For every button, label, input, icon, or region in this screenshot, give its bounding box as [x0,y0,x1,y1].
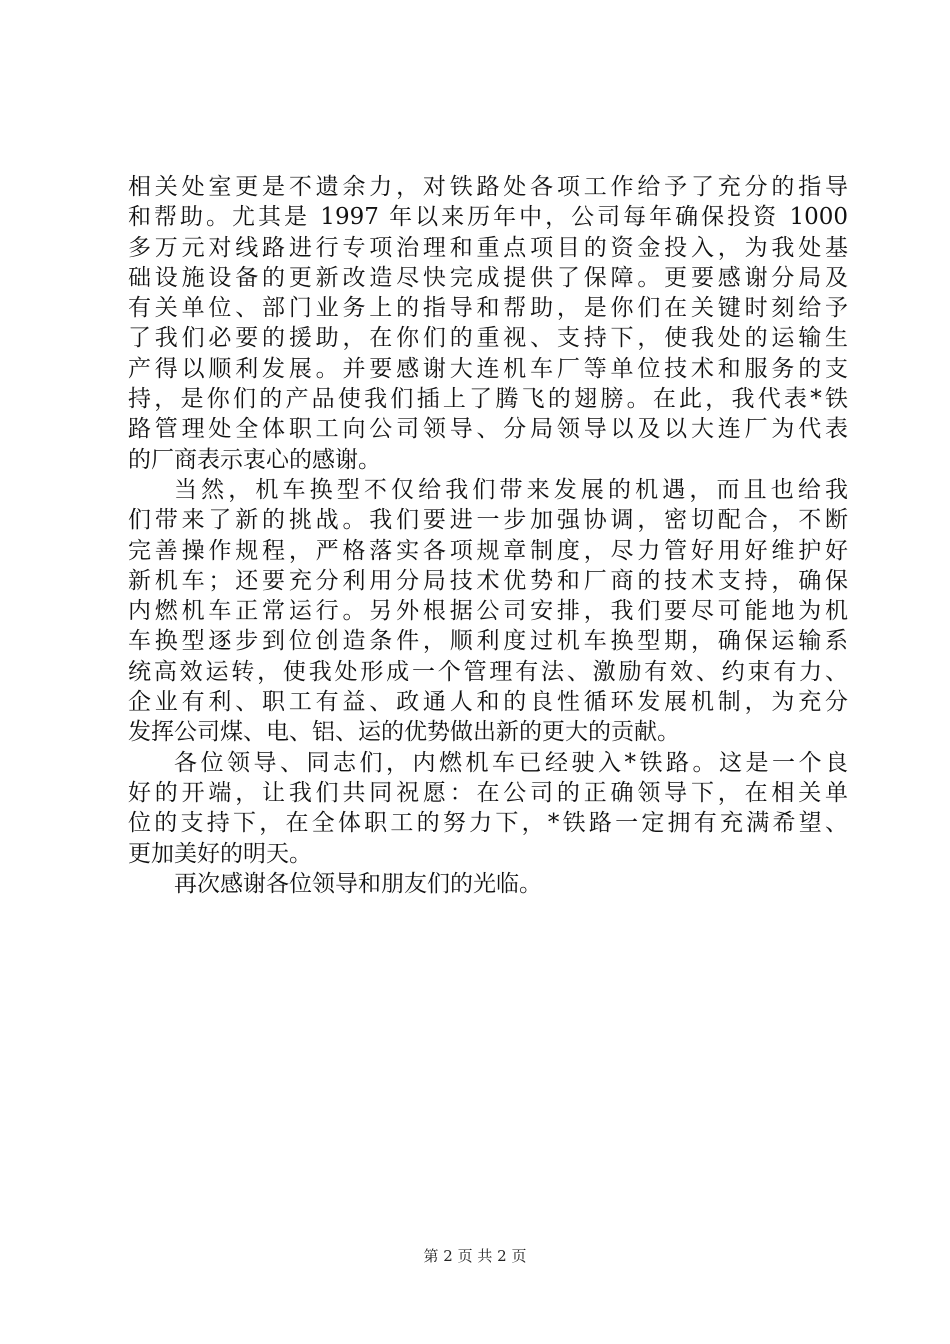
text-line: 更加美好的明天。 [128,840,312,867]
text-line: 的厂商表示衷心的感谢。 [128,446,381,473]
document-body [128,172,848,899]
text-line: 路管理处全体职工向公司领导、分局领导以及以大连厂为代表 [128,416,848,443]
text-line: 车换型逐步到位创造条件，顺利度过机车换型期，确保运输系 [128,628,848,655]
text-line: 新机车；还要充分利用分局技术优势和厂商的技术支持，确保 [128,567,848,594]
text-line: 统高效运转，使我处形成一个管理有法、激励有效、约束有力、 [128,658,848,685]
text-line: 础设施设备的更新改造尽快完成提供了保障。更要感谢分局及 [128,264,848,291]
text-line: 了我们必要的援助，在你们的重视、支持下，使我处的运输生 [128,325,848,352]
text-line: 位的支持下，在全体职工的努力下，*铁路一定拥有充满希望、 [128,810,848,837]
text-line: 内燃机车正常运行。另外根据公司安排，我们要尽可能地为机 [128,598,848,625]
page-number-footer: 第 2 页 共 2 页 [423,1247,527,1265]
text-line: 持，是你们的产品使我们插上了腾飞的翅膀。在此，我代表*铁 [128,386,848,413]
text-line: 产得以顺利发展。并要感谢大连机车厂等单位技术和服务的支 [128,355,848,382]
text-line: 当然，机车换型不仅给我们带来发展的机遇，而且也给我 [174,476,848,503]
text-line: 们带来了新的挑战。我们要进一步加强协调，密切配合，不断 [128,507,848,534]
text-line: 好的开端，让我们共同祝愿：在公司的正确领导下，在相关单 [128,779,848,806]
text-line: 有关单位、部门业务上的指导和帮助，是你们在关键时刻给予 [128,295,848,322]
text-line: 发挥公司煤、电、铝、运的优势做出新的更大的贡献。 [128,719,680,746]
text-line: 和帮助。尤其是 1997 年以来历年中，公司每年确保投资 1000 [128,204,848,231]
text-line: 完善操作规程，严格落实各项规章制度，尽力管好用好维护好 [128,537,848,564]
text-line: 企业有利、职工有益、政通人和的良性循环发展机制，为充分 [128,689,848,716]
text-line: 再次感谢各位领导和朋友们的光临。 [174,870,542,897]
text-line: 多万元对线路进行专项治理和重点项目的资金投入，为我处基 [128,234,848,261]
text-line: 相关处室更是不遗余力，对铁路处各项工作给予了充分的指导 [128,174,848,200]
text-line: 各位领导、同志们，内燃机车已经驶入*铁路。这是一个良 [174,749,848,776]
